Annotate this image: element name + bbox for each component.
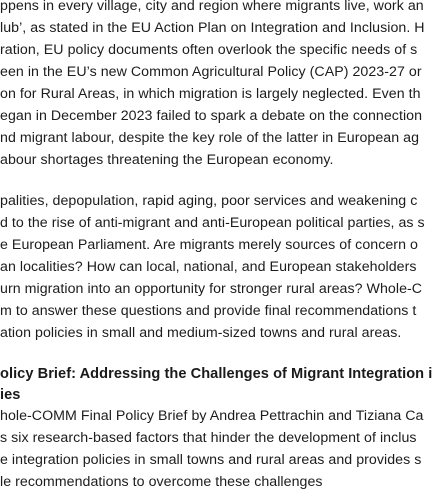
paragraph-2-line: ation policies in small and medium-sized towns and rural areas. bbox=[0, 325, 402, 341]
paragraph-2-line: palities, depopulation, rapid aging, poor services and weakening c bbox=[0, 193, 418, 209]
paragraph-1-line: een in the EU’s new Common Agricultural Policy (CAP) 2023-27 or bbox=[0, 64, 422, 80]
paragraph-3-line: e integration policies in small towns and rural areas and provides s bbox=[0, 452, 422, 468]
heading-line: olicy Brief: Addressing the Challenges of Migrant Integration i bbox=[0, 366, 432, 382]
heading-line: ies bbox=[0, 387, 21, 403]
paragraph-2-line: m to answer these questions and provide final recommendations t bbox=[0, 303, 417, 319]
paragraph-1-line: ppens in every village, city and region where migrants live, work an bbox=[0, 0, 424, 14]
paragraph-2-line: d to the rise of anti-migrant and anti-European political parties, as s bbox=[0, 215, 425, 231]
paragraph-3-line: s six research-based factors that hinder the development of inclus bbox=[0, 430, 417, 446]
paragraph-2-line: an localities? How can local, national, and European stakeholders bbox=[0, 259, 417, 275]
paragraph-1-line: lub’, as stated in the EU Action Plan on Integration and Inclusion. H bbox=[0, 20, 425, 36]
paragraph-1-line: abour shortages threatening the European economy. bbox=[0, 152, 334, 168]
paragraph-3-line: hole-COMM Final Policy Brief by Andrea Pettrachin and Tiziana Ca bbox=[0, 408, 424, 424]
paragraph-2-line: e European Parliament. Are migrants merely sources of concern o bbox=[0, 237, 418, 253]
paragraph-1-line: egan in December 2023 failed to spark a debate on the connection bbox=[0, 108, 423, 124]
paragraph-2-line: urn migration into an opportunity for stronger rural areas? Whole-C bbox=[0, 281, 423, 297]
paragraph-1-line: on for Rural Areas, in which migration is largely neglected. Even th bbox=[0, 86, 421, 102]
paragraph-3-line: le recommendations to overcome these challenges bbox=[0, 474, 323, 490]
paragraph-1-line: nd migrant labour, despite the key role of the latter in European ag bbox=[0, 130, 420, 146]
paragraph-1-line: ration, EU policy documents often overlook the specific needs of s bbox=[0, 42, 418, 58]
